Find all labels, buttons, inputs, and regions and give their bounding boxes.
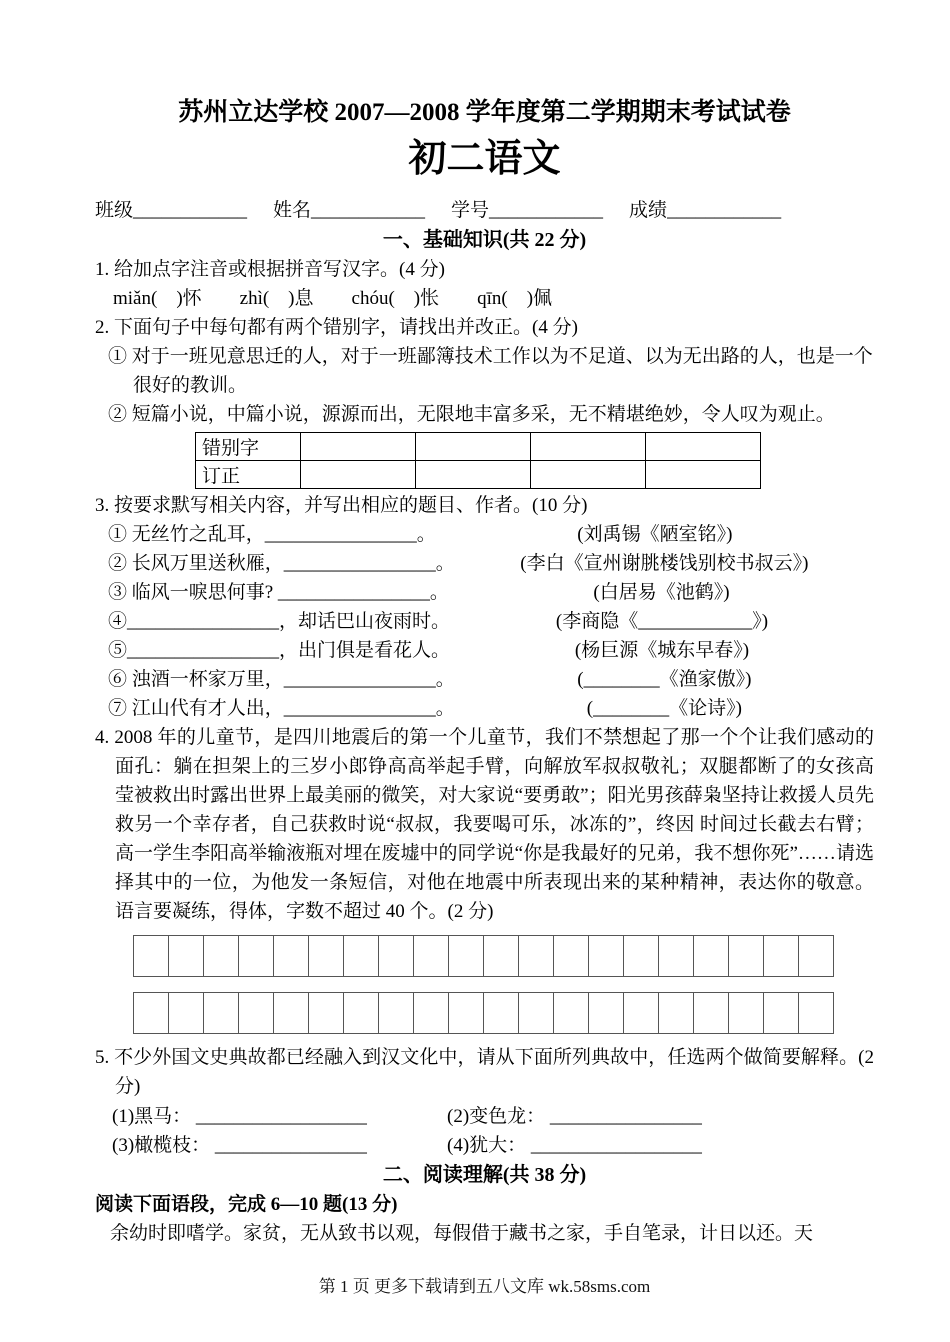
answer-grid-cell (168, 935, 204, 977)
answer-grid-cell (728, 935, 764, 977)
q3-line-3-text: ③ 临风一唳思何事? ________________。 (108, 582, 449, 603)
q5-items (95, 1102, 874, 1160)
row-label-dingzheng: 订正 (196, 461, 301, 489)
field-score-blank: ____________ (667, 200, 782, 221)
row-label-cuobiezi: 错别字 (196, 433, 301, 461)
section1-heading: 一、基础知识(共 22 分) (382, 229, 587, 251)
q3-line-2-text: ② 长风万里送秋雁，________________。 (108, 553, 455, 574)
answer-grid-cell (203, 935, 239, 977)
q3-line-7-source: (________《论诗》) (586, 698, 742, 719)
q3-line-6 (95, 665, 874, 694)
answer-grid-cell (308, 992, 344, 1034)
q3-line-5-text: ⑤________________，出门俱是看花人。 (108, 640, 451, 661)
answer-grid-cell (343, 935, 379, 977)
q5-item-2-blank: ________________ (549, 1106, 702, 1127)
answer-grid-cell (588, 935, 624, 977)
field-name-blank: ____________ (311, 200, 426, 221)
answer-grid-cell (343, 992, 379, 1034)
error-cell (531, 433, 646, 461)
q5-item-2-label: (2)变色龙： (447, 1106, 546, 1127)
q5-item-3-label: (3)橄榄枝： (112, 1135, 211, 1156)
q2-item-2: ② 短篇小说，中篇小说，源源而出，无限地丰富多采，无不精堪绝妙，令人叹为观止。 (108, 404, 835, 425)
error-correction-table (195, 432, 761, 489)
answer-grid-cell (693, 992, 729, 1034)
answer-grid-cell (658, 935, 694, 977)
answer-grid-row-1 (133, 935, 834, 977)
correction-cell (301, 461, 416, 489)
answer-grid-cell (588, 992, 624, 1034)
answer-grid-cell (203, 992, 239, 1034)
q3-line-7 (95, 694, 874, 723)
error-cell (416, 433, 531, 461)
answer-grid-cell (168, 992, 204, 1034)
pinyin-line: miǎn( )怀 zhì( )息 chóu( )怅 qīn( )佩 (113, 288, 553, 309)
answer-grid-cell (133, 992, 169, 1034)
reading-instruction: 阅读下面语段，完成 6—10 题(13 分) (95, 1194, 398, 1215)
answer-grid-cell (413, 992, 449, 1034)
answer-grid-cell (518, 935, 554, 977)
answer-grid-cell (798, 992, 834, 1034)
answer-grid-cell (553, 992, 589, 1034)
answer-grid-cell (553, 935, 589, 977)
correction-cell (531, 461, 646, 489)
answer-grid-cell (273, 992, 309, 1034)
error-cell (301, 433, 416, 461)
question-1: 1. 给加点字注音或根据拼音写汉字。(4 分) (95, 259, 445, 280)
field-class-blank: ____________ (133, 200, 248, 221)
q2-item-1: ① 对于一班见意思迁的人，对于一班鄙簿技术工作以为不足道、以为无出路的人，也是一个很好的教训。 (108, 346, 873, 396)
question-3: 3. 按要求默写相关内容，并写出相应的题目、作者。(10 分) (95, 495, 588, 516)
section2-heading: 二、阅读理解(共 38 分) (382, 1164, 587, 1186)
field-class-label: 班级 (95, 200, 134, 221)
q3-line-4-source: (李商隐《____________》) (555, 611, 769, 632)
q3-line-4-text: ④________________，却话巴山夜雨时。 (108, 611, 451, 632)
field-number-label: 学号 (451, 200, 490, 221)
answer-grid-cell (238, 935, 274, 977)
page-title: 苏州立达学校 2007—2008 学年度第二学期期末考试试卷 (178, 99, 791, 126)
q5-item-1-blank: __________________ (195, 1106, 367, 1127)
q5-item-4-label: (4)犹大： (447, 1135, 527, 1156)
question-2: 2. 下面句子中每句都有两个错别字，请找出并改正。(4 分) (95, 317, 578, 338)
answer-grid-cell (378, 935, 414, 977)
answer-grid-cell (448, 935, 484, 977)
q3-line-6-source: (________《渔家傲》) (577, 669, 752, 690)
field-number-blank: ____________ (489, 200, 604, 221)
error-cell (646, 433, 761, 461)
q3-line-4 (95, 607, 874, 636)
q3-line-5-source: (杨巨源《城东早春》) (574, 640, 750, 661)
answer-grid-cell (658, 992, 694, 1034)
q3-line-2 (95, 549, 874, 578)
answer-grid-cell (308, 935, 344, 977)
answer-grid-cell (763, 935, 799, 977)
page-footer: 第 1 页 更多下载请到五八文库 wk.58sms.com (318, 1277, 651, 1296)
answer-grid-cell (413, 935, 449, 977)
q5-item-3 (112, 1131, 447, 1160)
answer-grid-cell (483, 935, 519, 977)
q3-line-3-source: (白居易《池鹤》) (593, 582, 730, 603)
answer-grid-cell (798, 935, 834, 977)
student-fields (95, 196, 795, 225)
q3-line-6-text: ⑥ 浊酒一杯家万里，________________。 (108, 669, 455, 690)
answer-grid-cell (623, 992, 659, 1034)
field-name-label: 姓名 (273, 200, 312, 221)
answer-grid-cell (133, 935, 169, 977)
answer-grid-row-2 (133, 992, 834, 1034)
field-class (95, 196, 247, 225)
q5-item-1-label: (1)黑马： (112, 1106, 192, 1127)
correction-cell (416, 461, 531, 489)
question-5: 5. 不少外国文史典故都已经融入到汉文化中，请从下面所列典故中，任选两个做简要解释。(2 分) (95, 1047, 874, 1097)
field-name (273, 196, 425, 225)
q3-line-5 (95, 636, 874, 665)
field-number (451, 196, 603, 225)
table-row-errors (196, 433, 761, 461)
q5-item-4 (447, 1131, 874, 1160)
passage-first-line: 余幼时即嗜学。家贫，无从致书以观，每假借于藏书之家，手自笔录，计日以还。天 (110, 1223, 814, 1244)
q3-line-1 (95, 520, 874, 549)
answer-grid-cell (238, 992, 274, 1034)
answer-grid-cell (518, 992, 554, 1034)
q3-line-2-source: (李白《宣州谢朓楼饯别校书叔云》) (520, 553, 809, 574)
answer-grid-cell (763, 992, 799, 1034)
correction-cell (646, 461, 761, 489)
page-subtitle: 初二语文 (408, 138, 561, 180)
q3-line-1-source: (刘禹锡《陋室铭》) (577, 524, 733, 545)
answer-grid-cell (728, 992, 764, 1034)
q5-item-1 (112, 1102, 447, 1131)
answer-grid-cell (273, 935, 309, 977)
q3-line-7-text: ⑦ 江山代有才人出，________________。 (108, 698, 455, 719)
table-row-corrections (196, 461, 761, 489)
field-score (629, 196, 781, 225)
q3-line-1-text: ① 无丝竹之乱耳，________________。 (108, 524, 436, 545)
q3-line-3 (95, 578, 874, 607)
question-4: 4. 2008 年的儿童节，是四川地震后的第一个儿童节，我们不禁想起了那一个个让我们感动的面孔：躺在担架上的三岁小郎铮高高举起手臂，向解放军叔叔敬礼；双腿都断了的女孩高莹被救出时露出世界上最美丽的微笑，对大家说“要勇敢”；阳光男孩薛枭坚持让救援人员先救另一个幸存者，自己获救时说“叔叔，我要喝可乐，冰冻的”，终因 时间过长截去右臂；高一学生李阳高举输液瓶对埋在废墟中的同学说“你是我最好的兄弟，我不想你死”……请选择其中的一位，为他发一条短信，对他在地震中所表现出来的某种精神，表达你的敬意。语言要凝练，得体，字数不超过 40 个。(2 分) (95, 727, 874, 922)
field-score-label: 成绩 (629, 200, 668, 221)
q5-item-4-blank: __________________ (530, 1135, 702, 1156)
answer-grid-cell (483, 992, 519, 1034)
q5-item-2 (447, 1102, 874, 1131)
answer-grid-cell (378, 992, 414, 1034)
answer-grid-cell (693, 935, 729, 977)
answer-grid-cell (448, 992, 484, 1034)
answer-grid-cell (623, 935, 659, 977)
q5-item-3-blank: ________________ (214, 1135, 367, 1156)
